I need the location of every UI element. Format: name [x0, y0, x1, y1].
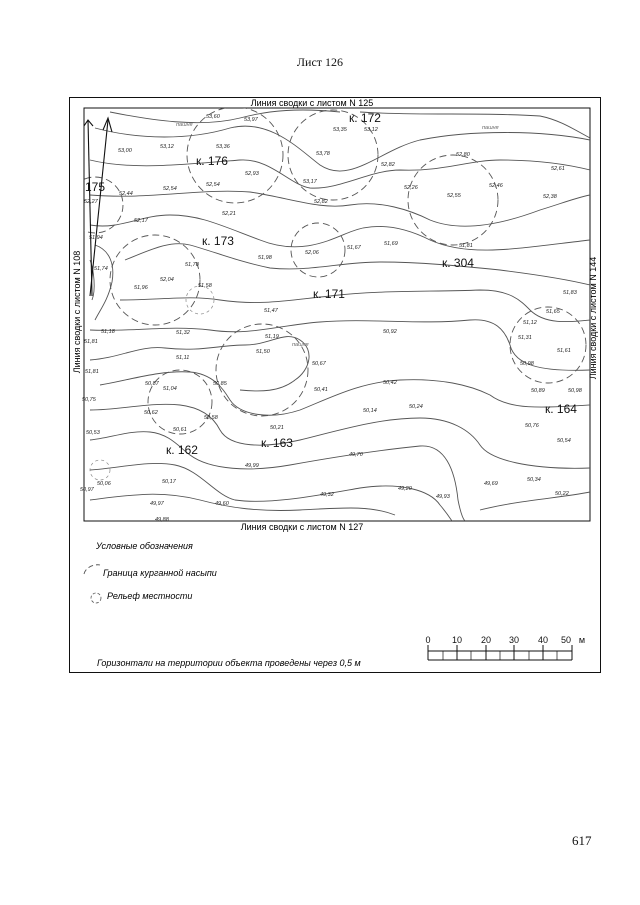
spot-height: 51,47	[264, 308, 278, 314]
spot-height: 50,67	[312, 361, 326, 367]
spot-height: 50,22	[555, 491, 569, 497]
legend-mound-symbol	[84, 565, 100, 574]
feature-label: к. 171	[313, 287, 345, 301]
spot-height: 53,78	[316, 151, 330, 157]
spot-height: 50,54	[557, 438, 571, 444]
edge-label-left: Линия сводки с листом N 108	[72, 250, 82, 374]
spot-height: 52,82	[314, 199, 328, 205]
contour-note: Горизонтали на территории объекта проведены через 0,5 м	[97, 658, 361, 668]
spot-height: 51,65	[546, 309, 560, 315]
spot-height: 51,58	[198, 283, 212, 289]
feature-label: к. 176	[196, 154, 228, 168]
spot-height: 49,93	[436, 494, 450, 500]
spot-height: 52,80	[456, 152, 470, 158]
spot-height: 50,76	[525, 423, 539, 429]
spot-height: 53,60	[206, 114, 220, 120]
feature-label: к. 164	[545, 402, 577, 416]
spot-height: 50,87	[145, 381, 159, 387]
scale-tick-label: 30	[508, 635, 520, 645]
spot-height: 50,34	[527, 477, 541, 483]
spot-height: 50,92	[383, 329, 397, 335]
spot-height: 50,58	[204, 415, 218, 421]
spot-height: 52,27	[84, 199, 98, 205]
spot-height: 50,75	[82, 397, 96, 403]
spot-height: 53,17	[303, 179, 317, 185]
spot-height: 51,96	[134, 285, 148, 291]
legend-item-label: Граница курганной насыпи	[103, 568, 217, 578]
contour-line	[360, 112, 590, 138]
spot-height: 49,99	[245, 463, 259, 469]
spot-height: 51,04	[163, 386, 177, 392]
edge-label-bottom: Линия сводки с листом N 127	[240, 522, 364, 532]
spot-height: 51,18	[101, 329, 115, 335]
spot-height: 51,83	[563, 290, 577, 296]
spot-height: 49,20	[398, 486, 412, 492]
spot-height: 51,11	[176, 355, 190, 361]
legend-relief-symbol	[91, 593, 101, 603]
spot-height: 53,36	[216, 144, 230, 150]
spot-height: 52,46	[489, 183, 503, 189]
spot-height: 50,98	[520, 361, 534, 367]
spot-height: 52,06	[305, 250, 319, 256]
spot-height: 53,97	[244, 117, 258, 123]
spot-height: 51,69	[384, 241, 398, 247]
edge-label-right: Линия сводки с листом N 144	[588, 256, 598, 380]
spot-height: 49,70	[349, 452, 363, 458]
sheet-title: Лист 126	[296, 55, 344, 69]
spot-height: 51,31	[518, 335, 532, 341]
field-label: пашня	[176, 122, 193, 128]
spot-height: 51,78	[185, 262, 199, 268]
spot-height: 52,54	[163, 186, 177, 192]
spot-height: 49,97	[150, 501, 164, 507]
spot-height: 52,61	[551, 166, 565, 172]
scale-tick-label: 0	[425, 635, 431, 645]
scale-bar	[428, 645, 572, 660]
spot-height: 51,67	[347, 245, 361, 251]
spot-height: 50,61	[173, 427, 187, 433]
contour-line	[90, 320, 590, 371]
spot-height: 50,62	[144, 410, 158, 416]
feature-label: к. 162	[166, 443, 198, 457]
feature-label: к. 172	[349, 111, 381, 125]
spot-height: 52,17	[134, 218, 148, 224]
spot-height: 52,93	[245, 171, 259, 177]
spot-height: 51,50	[256, 349, 270, 355]
scale-tick-label: 40	[537, 635, 549, 645]
mound-boundary-k164	[510, 307, 586, 383]
map-inner-border	[84, 108, 590, 521]
edge-label-top: Линия сводки с листом N 125	[250, 98, 374, 108]
spot-height: 52,54	[206, 182, 220, 188]
legend-title: Условные обозначения	[96, 541, 193, 551]
spot-height: 50,97	[80, 487, 94, 493]
mound-boundary-k304	[408, 155, 498, 245]
spot-height: 49,69	[484, 481, 498, 487]
spot-height: 51,12	[523, 320, 537, 326]
contour-line	[480, 492, 590, 510]
spot-height: 53,00	[118, 148, 132, 154]
spot-height: 50,24	[409, 404, 423, 410]
contour-line	[90, 191, 590, 226]
mound-boundary-k163	[216, 324, 308, 416]
spot-height: 51,32	[176, 330, 190, 336]
spot-height: 51,74	[94, 266, 108, 272]
contour-line	[90, 463, 452, 521]
spot-height: 49,60	[215, 501, 229, 507]
spot-height: 50,14	[363, 408, 377, 414]
mound-boundary-k162	[148, 370, 212, 434]
feature-label: к. 304	[442, 256, 474, 270]
scale-unit: м	[578, 635, 586, 645]
spot-height: 52,21	[222, 211, 236, 217]
spot-height: 50,17	[162, 479, 176, 485]
spot-height: 53,35	[333, 127, 347, 133]
north-arrow	[88, 120, 92, 296]
contour-line	[90, 494, 395, 515]
spot-height: 52,26	[404, 185, 418, 191]
spot-height: 51,61	[557, 348, 571, 354]
spot-height: 52,38	[543, 194, 557, 200]
contour-line	[90, 160, 590, 188]
contour-line	[110, 110, 340, 123]
spot-height: 52,04	[160, 277, 174, 283]
spot-height: 50,42	[383, 380, 397, 386]
spot-height: 50,06	[97, 481, 111, 487]
field-label: пашня	[482, 125, 499, 131]
scale-tick-label: 50	[560, 635, 572, 645]
spot-height: 50,41	[314, 387, 328, 393]
spot-height: 49,88	[155, 517, 169, 523]
relief-point	[186, 286, 214, 314]
spot-height: 52,82	[381, 162, 395, 168]
contour-line	[120, 290, 590, 322]
feature-label: к. 163	[261, 436, 293, 450]
feature-label: к. 173	[202, 234, 234, 248]
spot-height: 51,19	[265, 334, 279, 340]
legend-item-label: Рельеф местности	[107, 591, 193, 601]
spot-height: 51,81	[85, 369, 99, 375]
contour-line	[90, 337, 309, 391]
spot-height: 49,32	[320, 492, 334, 498]
spot-height: 53,12	[160, 144, 174, 150]
spot-height: 52,55	[447, 193, 461, 199]
feature-label: 175	[85, 180, 106, 194]
field-label: пашня	[292, 342, 309, 348]
scale-tick-label: 20	[480, 635, 492, 645]
spot-height: 50,98	[568, 388, 582, 394]
spot-height: 51,94	[89, 235, 103, 241]
spot-height: 50,53	[86, 430, 100, 436]
contour-line	[100, 372, 590, 415]
spot-height: 51,81	[84, 339, 98, 345]
spot-height: 50,89	[531, 388, 545, 394]
scale-tick-label: 10	[451, 635, 463, 645]
spot-height: 52,44	[119, 191, 133, 197]
spot-height: 51,98	[258, 255, 272, 261]
spot-height: 50,85	[213, 381, 227, 387]
spot-height: 50,21	[270, 425, 284, 431]
contour-line	[90, 215, 590, 250]
spot-height: 51,81	[459, 243, 473, 249]
page-number: 617	[572, 833, 592, 848]
spot-height: 53,12	[364, 127, 378, 133]
